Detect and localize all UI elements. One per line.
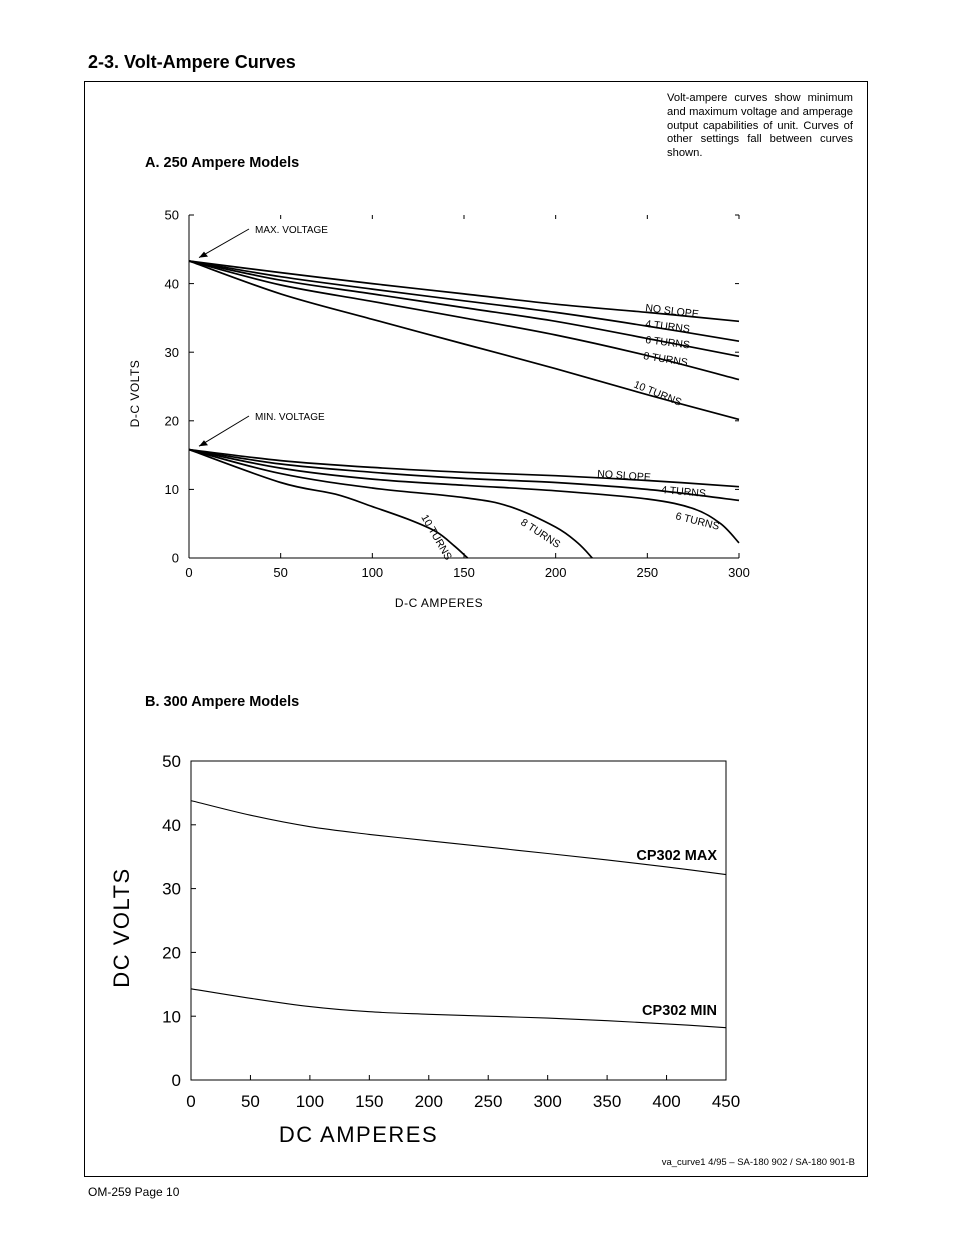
series-label-max-4-turns: 4 TURNS [644,318,691,336]
x-axis-label: DC AMPERES [278,1122,439,1147]
y-tick-label: 10 [162,1007,181,1027]
series-line-min-no-slope [189,450,739,487]
x-tick-label: 0 [186,1092,196,1111]
plot-frame [191,761,726,1080]
series-label-max-no-slope: NO SLOPE [644,302,700,321]
content-frame [84,81,868,1177]
series-label-max-6-turns: 6 TURNS [644,334,691,352]
y-tick-label: 50 [164,207,179,223]
annotation-arrowhead [199,252,208,258]
series-label-cp302-max: CP302 MAX [636,848,717,864]
annotation-label: MIN. VOLTAGE [255,412,325,423]
series-label-min-4-turns: 4 TURNS [660,484,707,500]
intro-text: Volt-ampere curves show minimum and maximum voltage and amperage output capabilities of unit. Curves of other settings fall between curves shown. [667,92,853,160]
chart-b-heading: B. 300 Ampere Models [145,694,300,710]
y-tick-label: 20 [164,413,179,429]
y-axis-label: D-C VOLTS [128,359,142,428]
x-tick-label: 250 [636,565,659,580]
series-label-min-6-turns: 6 TURNS [674,510,721,533]
series-label-min-no-slope: NO SLOPE [596,468,652,484]
chart-b-300-ampere [105,737,785,1152]
x-axis-label: D-C AMPERES [394,596,484,610]
document-code: va_curve1 4/95 – SA-180 902 / SA-180 901-B [661,1157,855,1168]
series-label-max-8-turns: 8 TURNS [642,350,689,369]
y-tick-label: 20 [162,943,181,963]
x-tick-label: 200 [544,565,567,580]
x-tick-label: 450 [711,1092,741,1111]
series-line-min-10-turns [189,450,468,558]
x-tick-label: 350 [592,1092,622,1111]
chart-a-250-ampere [105,197,785,617]
annotation-leader [199,229,249,258]
y-tick-label: 40 [164,276,179,292]
y-tick-label: 30 [162,879,181,899]
x-tick-label: 200 [414,1092,443,1111]
y-tick-label: 50 [162,752,181,772]
y-tick-label: 40 [162,815,181,835]
x-tick-label: 400 [652,1092,681,1111]
x-tick-label: 300 [728,565,750,580]
x-tick-label: 150 [453,565,475,580]
annotation-leader [199,416,249,446]
x-tick-label: 150 [355,1092,384,1111]
x-tick-label: 50 [273,565,288,580]
series-label-min-8-turns: 8 TURNS [518,516,563,551]
x-tick-label: 0 [185,565,193,580]
series-label-cp302-min: CP302 MIN [642,1003,717,1019]
y-tick-label: 10 [164,482,179,498]
series-label-max-10-turns: 10 TURNS [631,378,684,409]
x-tick-label: 300 [533,1092,562,1111]
series-label-min-10-turns: 10 TURNS [418,512,455,563]
series-line-min-8-turns [189,450,592,558]
x-tick-label: 50 [240,1092,260,1111]
y-tick-label: 0 [171,550,179,566]
section-title: 2-3. Volt-Ampere Curves [88,52,296,72]
chart-a-heading: A. 250 Ampere Models [145,155,300,171]
y-tick-label: 0 [171,1071,181,1091]
page-footer: OM-259 Page 10 [88,1185,180,1199]
y-axis-label: DC VOLTS [109,867,134,988]
annotation-label: MAX. VOLTAGE [255,225,328,236]
x-tick-label: 100 [295,1092,325,1111]
y-tick-label: 30 [164,344,179,360]
x-tick-label: 100 [361,565,384,580]
series-line-min-4-turns [189,450,739,501]
x-tick-label: 250 [474,1092,503,1111]
